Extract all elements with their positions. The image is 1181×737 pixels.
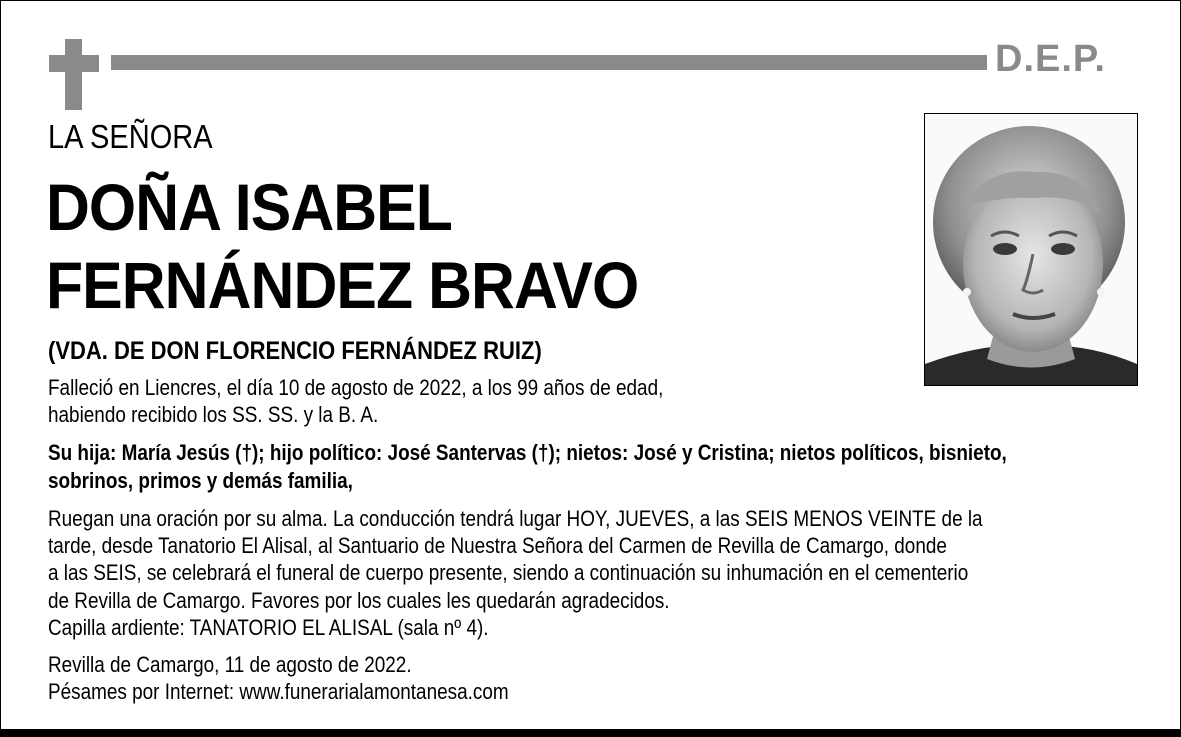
family-line: sobrinos, primos y demás familia, (48, 468, 353, 493)
honorific: LA SEÑORA (48, 118, 213, 155)
ceremony-line: Capilla ardiente: TANATORIO EL ALISAL (sala nº 4). (48, 615, 489, 640)
deceased-name-line1: DOÑA ISABEL (46, 170, 452, 244)
family-line: Su hija: María Jesús (†); hijo político: José Santervas (†); nietos: José y Cristina; nietos políticos, bisnieto, (48, 440, 1007, 465)
death-notice-line: habiendo recibido los SS. SS. y la B. A. (48, 402, 379, 427)
ceremony-line: de Revilla de Camargo. Favores por los cuales les quedarán agradecidos. (48, 588, 670, 613)
portrait-illustration (925, 114, 1137, 385)
dep-label: D.E.P. (995, 38, 1106, 80)
cross-icon (65, 39, 82, 110)
deceased-name-line2: FERNÁNDEZ BRAVO (46, 248, 639, 322)
header-rule (111, 55, 987, 70)
widow-of: (VDA. DE DON FLORENCIO FERNÁNDEZ RUIZ) (48, 337, 542, 365)
ceremony-line: tarde, desde Tanatorio El Alisal, al Santuario de Nuestra Señora del Carmen de Revilla de Camargo, donde (48, 533, 947, 558)
condolences-website: Pésames por Internet: www.funerarialamontanesa.com (48, 679, 509, 704)
bottom-rule (0, 729, 1181, 737)
ceremony-line: a las SEIS, se celebrará el funeral de cuerpo presente, siendo a continuación su inhumación en el cementerio (48, 560, 969, 585)
place-date: Revilla de Camargo, 11 de agosto de 2022. (48, 652, 412, 677)
cross-icon-arm (49, 55, 99, 72)
portrait-photo (924, 113, 1138, 386)
death-notice-line: Falleció en Liencres, el día 10 de agosto de 2022, a los 99 años de edad, (48, 375, 664, 400)
ceremony-line: Ruegan una oración por su alma. La conducción tendrá lugar HOY, JUEVES, a las SEIS MENOS VEINTE de la (48, 506, 983, 531)
